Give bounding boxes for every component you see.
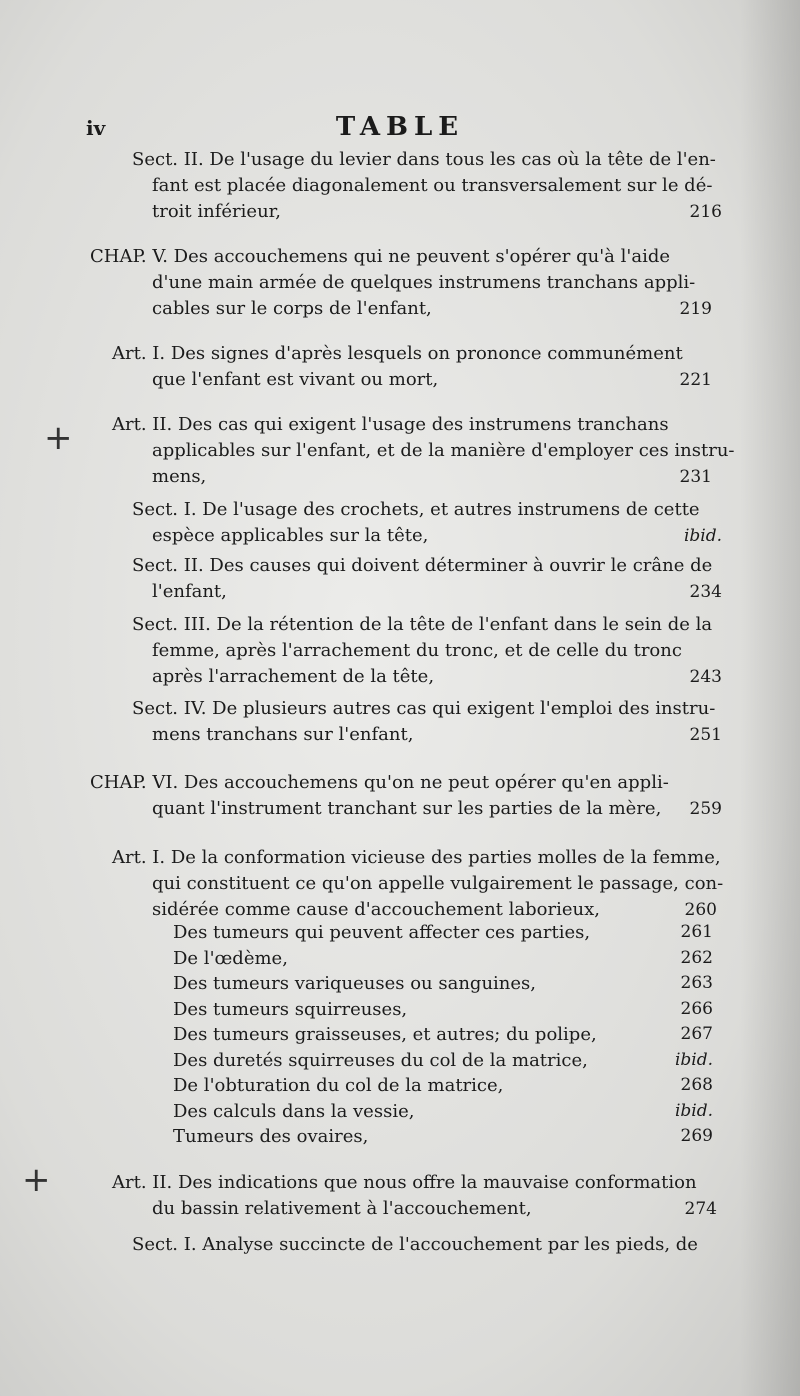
list-item xyxy=(173,1048,713,1074)
entry-line: cables sur le corps de l'enfant, xyxy=(152,298,432,319)
toc-entry xyxy=(132,497,722,549)
page-ref: 267 xyxy=(680,1024,713,1044)
subitem-text: De l'obturation du col de la matrice, xyxy=(173,1075,504,1096)
page-ref: 260 xyxy=(684,900,717,920)
entry-line: mens tranchans sur l'enfant, xyxy=(152,724,414,745)
page-ref: 231 xyxy=(679,467,712,487)
entry-line: Sect. I. De l'usage des crochets, et autres instrumens de cette xyxy=(132,499,700,520)
list-item xyxy=(173,1022,713,1048)
subitem-text: Des tumeurs graisseuses, et autres; du polipe, xyxy=(173,1024,597,1045)
page-ref: 243 xyxy=(689,667,722,687)
entry-line: CHAP. VI. Des accouchemens qu'on ne peut opérer qu'en appli- xyxy=(90,772,669,793)
margin-cross-mark: + xyxy=(22,1160,51,1200)
entry-line: troit inférieur, xyxy=(152,201,282,222)
entry-line: Sect. III. De la rétention de la tête de l'enfant dans le sein de la xyxy=(132,614,713,635)
page-ref: 221 xyxy=(679,370,712,390)
toc-entry xyxy=(112,1170,717,1222)
subitem-text: Des tumeurs variqueuses ou sanguines, xyxy=(173,973,537,994)
subitem-text: Des tumeurs squirreuses, xyxy=(173,998,408,1020)
list-item xyxy=(173,1099,713,1125)
toc-entry xyxy=(132,147,722,225)
toc-entry xyxy=(90,244,712,322)
toc-entry xyxy=(132,696,722,748)
page-ref: ibid. xyxy=(674,1100,713,1121)
entry-line: du bassin relativement à l'accouchement, xyxy=(152,1198,532,1219)
page-ref: 259 xyxy=(689,799,722,819)
entry-line: Art. II. Des cas qui exigent l'usage des instrumens tranchans xyxy=(112,414,669,435)
entry-line: quant l'instrument tranchant sur les parties de la mère, xyxy=(152,798,662,819)
entry-line: que l'enfant est vivant ou mort, xyxy=(152,369,439,390)
entry-line: fant est placée diagonalement ou transversalement sur le dé- xyxy=(152,175,713,196)
page-ref: 263 xyxy=(680,973,713,993)
entry-line: Sect. II. Des causes qui doivent déterminer à ouvrir le crâne de xyxy=(132,555,713,576)
entry-line: qui constituent ce qu'on appelle vulgairement le passage, con- xyxy=(152,873,724,894)
list-item xyxy=(173,1124,713,1150)
entry-line: l'enfant, xyxy=(152,581,227,602)
entry-line: Art. I. De la conformation vicieuse des parties molles de la femme, xyxy=(112,847,721,868)
list-item xyxy=(173,1073,713,1099)
page-ref: 268 xyxy=(680,1075,713,1095)
toc-entry xyxy=(132,553,722,605)
subitem-list xyxy=(173,920,713,1150)
page-ref: 266 xyxy=(680,998,713,1019)
toc-entry xyxy=(90,770,722,822)
page-ref: ibid. xyxy=(683,526,722,546)
toc-entry xyxy=(112,341,712,393)
entry-line: applicables sur l'enfant, et de la manière d'employer ces instru- xyxy=(152,440,735,461)
page-ref: 274 xyxy=(684,1199,717,1219)
page-number: iv xyxy=(86,116,106,140)
page-edge-shadow xyxy=(740,0,800,1396)
toc-entry xyxy=(132,612,722,690)
list-item xyxy=(173,920,713,946)
subitem-text: Des calculs dans la vessie, xyxy=(173,1100,415,1122)
subitem-text: De l'œdème, xyxy=(173,947,288,969)
page-ref: 219 xyxy=(679,299,712,319)
entry-line: Sect. II. De l'usage du levier dans tous les cas où la tête de l'en- xyxy=(132,149,716,170)
list-item xyxy=(173,946,713,972)
toc-entry xyxy=(112,845,724,923)
toc-entry xyxy=(112,412,735,490)
entry-line: après l'arrachement de la tête, xyxy=(152,666,435,687)
entry-line: espèce applicables sur la tête, xyxy=(152,525,429,546)
page-title: TABLE xyxy=(335,112,465,142)
entry-line: Art. II. Des indications que nous offre la mauvaise conformation xyxy=(112,1172,697,1193)
page-ref: 269 xyxy=(680,1126,713,1146)
toc-entry xyxy=(132,1232,727,1258)
list-item xyxy=(173,997,713,1023)
subitem-text: Des duretés squirreuses du col de la matrice, xyxy=(173,1049,588,1071)
entry-line: d'une main armée de quelques instrumens tranchans appli- xyxy=(152,272,696,293)
page-ref: ibid. xyxy=(674,1049,713,1070)
entry-line: Sect. IV. De plusieurs autres cas qui exigent l'emploi des instru- xyxy=(132,698,716,719)
entry-line: mens, xyxy=(152,466,207,487)
page-ref: 234 xyxy=(689,582,722,602)
entry-line: sidérée comme cause d'accouchement laborieux, xyxy=(152,899,600,920)
page-ref: 216 xyxy=(689,202,722,222)
list-item xyxy=(173,971,713,997)
entry-line: Sect. I. Analyse succincte de l'accouchement par les pieds, de xyxy=(132,1234,698,1255)
page-ref: 251 xyxy=(689,725,722,745)
subitem-text: Des tumeurs qui peuvent affecter ces parties, xyxy=(173,922,591,943)
entry-line: Art. I. Des signes d'après lesquels on prononce communément xyxy=(112,343,683,364)
subitem-text: Tumeurs des ovaires, xyxy=(173,1126,369,1147)
entry-line: femme, après l'arrachement du tronc, et de celle du tronc xyxy=(152,640,682,661)
page-ref: 261 xyxy=(680,922,713,942)
entry-line: CHAP. V. Des accouchemens qui ne peuvent s'opérer qu'à l'aide xyxy=(90,246,670,267)
margin-cross-mark: + xyxy=(44,418,73,458)
page-ref: 262 xyxy=(680,947,713,968)
